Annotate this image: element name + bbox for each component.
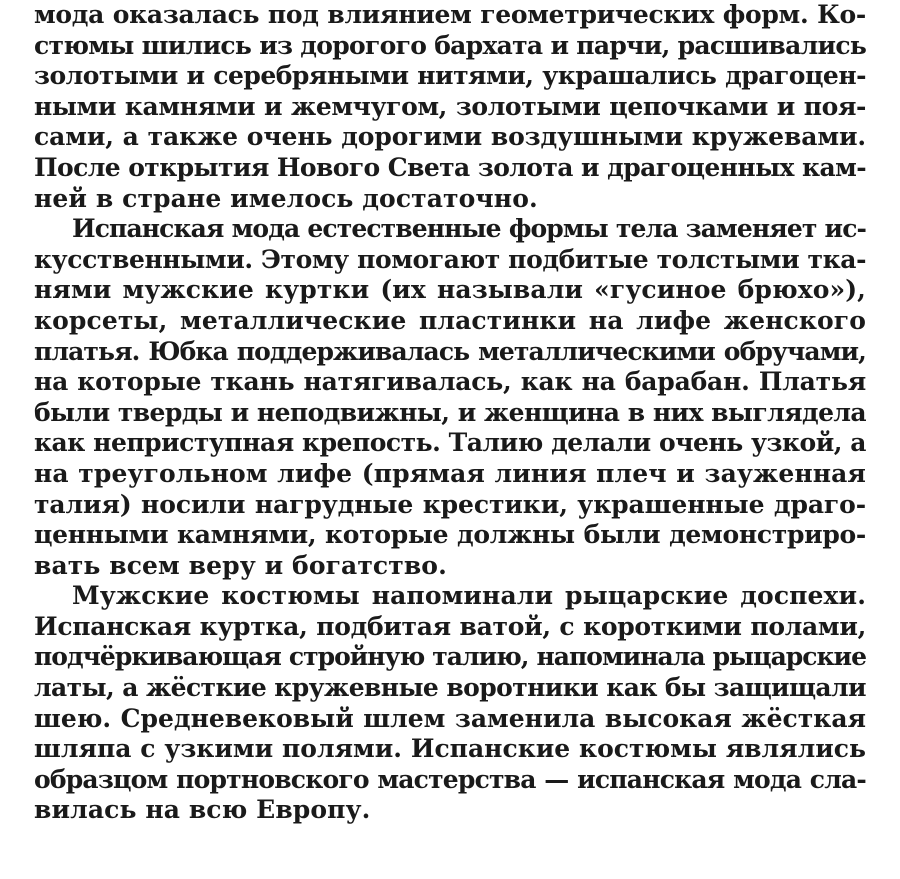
text-line: сами, а также очень дорогими воздушными кружевами. (34, 122, 866, 152)
text-line: стюмы шились из дорогого бархата и парчи, расшивались (34, 30, 867, 60)
text-line: талия) носили нагрудные крестики, украшенные драго- (34, 489, 866, 519)
text-line: образцом портновского мастерства — испанская мода сла- (34, 764, 866, 794)
text-line: корсеты, металлические пластинки на лифе женского (34, 305, 866, 335)
document-page (34, 0, 866, 826)
paragraph-3 (34, 581, 866, 826)
paragraph-2 (34, 214, 866, 581)
text-line: золотыми и серебряными нитями, украшались драгоцен- (34, 61, 866, 91)
paragraph-1 (34, 0, 866, 214)
text-line: ценными камнями, которые должны были демонстриро- (34, 520, 866, 550)
text-line: платья. Юбка поддерживалась металлическими обручами, (34, 336, 866, 366)
text-line: После открытия Нового Света золота и драгоценных кам- (34, 152, 866, 182)
text-line: нями мужские куртки (их называли «гусиное брюхо»), (34, 275, 866, 305)
text-line: подчёркивающая стройную талию, напоминала рыцарские (34, 642, 866, 672)
text-line: на которые ткань натягивалась, как на барабан. Платья (34, 367, 866, 397)
text-line: вать всем веру и богатство. (34, 550, 447, 580)
text-line: ными камнями и жемчугом, золотыми цепочками и поя- (34, 91, 866, 121)
text-line: вилась на всю Европу. (34, 795, 371, 825)
text-line: на треугольном лифе (прямая линия плеч и зауженная (34, 458, 866, 488)
text-line: Испанская мода естественные формы тела заменяет ис- (72, 214, 866, 244)
text-line: латы, а жёсткие кружевные воротники как бы защищали (34, 673, 866, 703)
text-line: ней в стране имелось достаточно. (34, 183, 538, 213)
text-line: кусственными. Этому помогают подбитые толстыми тка- (34, 244, 867, 274)
text-line: шею. Средневековый шлем заменила высокая жёсткая (34, 703, 866, 733)
text-line: как неприступная крепость. Талию делали очень узкой, а (34, 428, 866, 458)
text-line: были тверды и неподвижны, и женщина в них выглядела (34, 397, 866, 427)
text-line: Мужские костюмы напоминали рыцарские доспехи. (72, 581, 866, 611)
text-line: мода оказалась под влиянием геометрических форм. Ко- (34, 0, 866, 29)
text-line: Испанская куртка, подбитая ватой, с короткими полами, (34, 611, 866, 641)
text-line: шляпа с узкими полями. Испанские костюмы являлись (34, 734, 866, 764)
